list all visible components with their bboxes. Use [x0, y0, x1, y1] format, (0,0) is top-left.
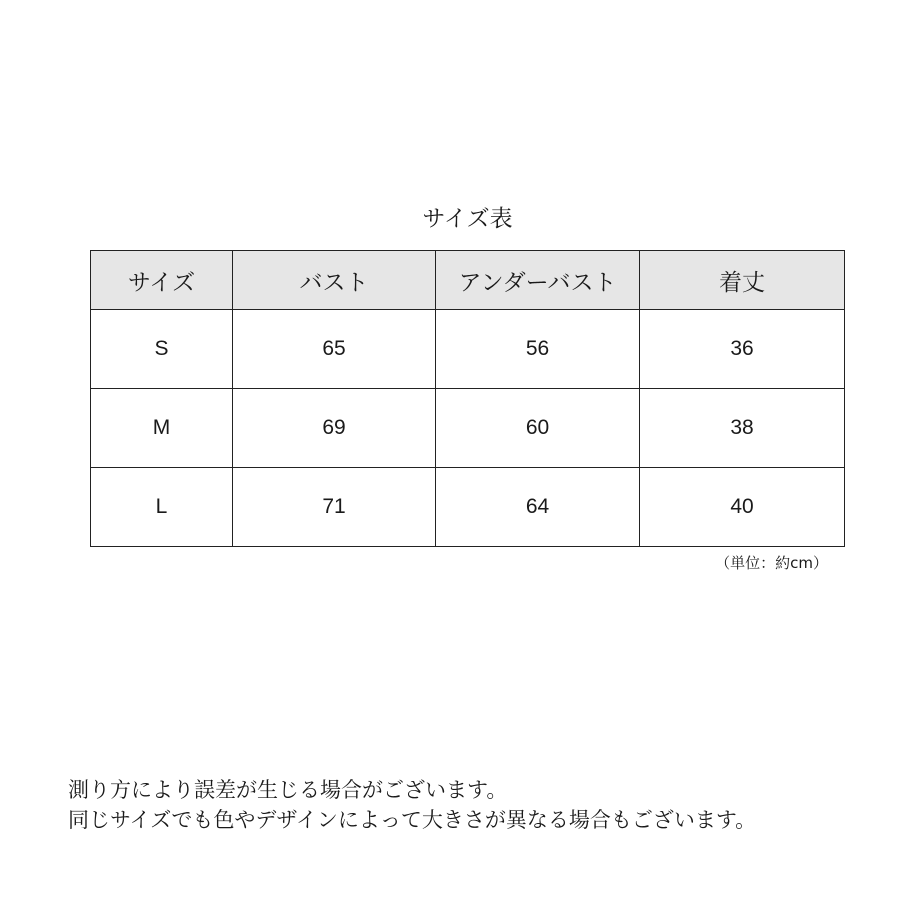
note-line: 測り方により誤差が生じる場合がございます。 [68, 778, 508, 802]
cell-size: S [91, 310, 233, 389]
notes [68, 775, 756, 835]
note-line: 同じサイズでも色やデザインによって大きさが異なる場合もございます。 [68, 808, 757, 832]
table-row [91, 389, 845, 468]
cell-size: M [91, 389, 233, 468]
cell-size: L [91, 468, 233, 547]
cell-underbust: 60 [436, 389, 640, 468]
cell-bust: 71 [233, 468, 436, 547]
header-size: サイズ [91, 251, 233, 310]
cell-length: 40 [640, 468, 845, 547]
header-length: 着丈 [640, 251, 845, 310]
header-bust: バスト [233, 251, 436, 310]
page-title: サイズ表 [422, 206, 513, 232]
cell-bust: 65 [233, 310, 436, 389]
table-row [91, 310, 845, 389]
cell-bust: 69 [233, 389, 436, 468]
size-table [90, 250, 845, 547]
cell-length: 38 [640, 389, 845, 468]
table-row [91, 468, 845, 547]
cell-length: 36 [640, 310, 845, 389]
table-header-row [91, 251, 845, 310]
cell-underbust: 64 [436, 468, 640, 547]
cell-underbust: 56 [436, 310, 640, 389]
header-underbust: アンダーバスト [436, 251, 640, 310]
unit-note: （単位：約cm） [715, 554, 828, 572]
